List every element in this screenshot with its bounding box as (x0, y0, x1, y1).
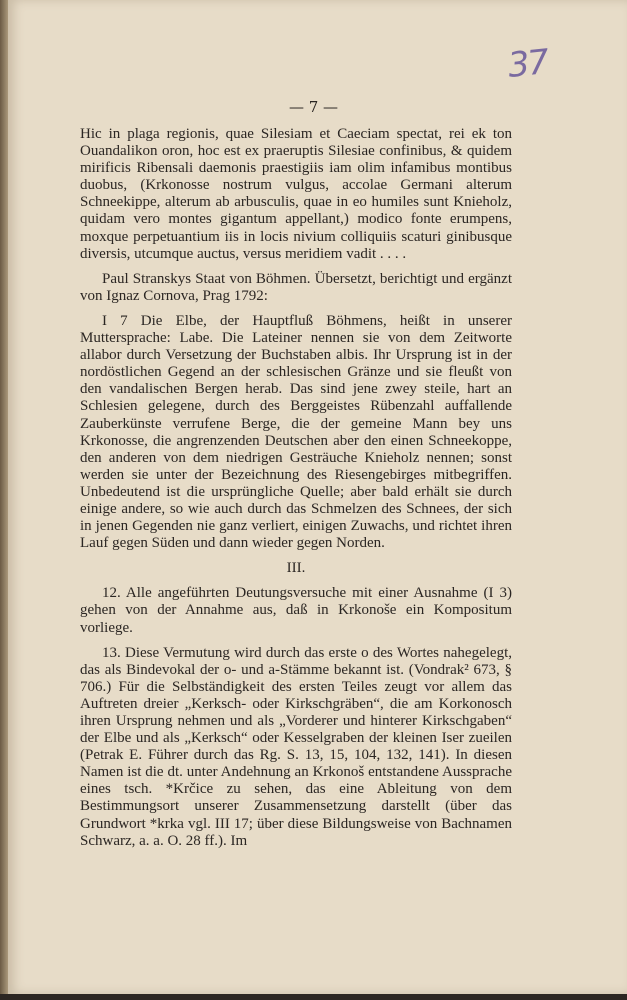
section-heading: III. (286, 560, 306, 577)
paragraph-elbe-description: I 7 Die Elbe, der Hauptfluß Böhmens, heißt in unserer Muttersprache: Labe. Die Lateiner nennen sie von dem Zeitworte allabor durch Versetzung der Buchstaben albis. Ihr Ursprung ist in der nordöstlichen Gegend an der schlesischen Gränze und sie fleußt von den vandalischen Bergen herab. Das sind jene zwey steile, hart an Schlesien gelegene, durch des Berggeistes Rübenzahl auffallende Zauberkünste verrufene Berge, die der gemeine Mann bey uns Krkonosse, die angrenzenden Deutschen aber den einen Schneekoppe, den anderen von dem niedrigen Gesträuche Knieholz nennen; sonst werden sie unter der Bezeichnung des Riesengebirges mitbegriffen. Unbedeutend ist die ursprüngliche Quelle; aber bald erhält sie durch einige andere, so wie auch durch das Schmelzen des Schnees, der sich in jenen Gegenden nie ganz verliert, einigen Zuwachs, und richtet ihren Lauf gegen Süden und dann wieder gegen Norden. (80, 312, 512, 552)
page-bottom-edge (0, 994, 627, 1000)
paragraph-source-citation: Paul Stranskys Staat von Böhmen. Übersetzt, berichtigt und ergänzt von Ignaz Cornova, Prag 1792: (80, 270, 512, 304)
document-body (80, 126, 512, 850)
handwritten-page-number: 37 (506, 42, 550, 86)
paragraph-13: 13. Diese Vermutung wird durch das erste o des Wortes nahegelegt, das als Bindevokal der o- und a-Stämme bekannt ist. (Vondrak² 673, § 706.) Für die Selbständigkeit des ersten Teiles zeugt vor allem das Auftreten dreier „Kerksch- oder Kirkschgräben“, die am Korkonosch ihren Ursprung nehmen und als „Vorderer und hinterer Kirkschgaben“ der Elbe und als „Kerksch“ oder Kesselgraben der kleinen Iser zueilen (Petrak E. Führer durch das Rg. S. 13, 15, 104, 132, 141). In diesen Namen ist die dt. unter Andehnung an Krkonoš entstandene Aussprache eines tsch. *Krčice zu sehen, das eine Ableitung von dem Bestimmungsort unserer Zusammensetzung darstellt (über das Grundwort *krka vgl. III 17; über diese Bildungsweise von Bachnamen Schwarz, a. a. O. 28 ff.). Im (80, 644, 512, 849)
page-number: — 7 — (288, 98, 339, 116)
paragraph-12: 12. Alle angeführten Deutungsversuche mit einer Ausnahme (I 3) gehen von der Annahme aus, daß in Krkonoše ein Kompositum vorliege. (80, 585, 512, 636)
paragraph-latin-quote: Hic in plaga regionis, quae Silesiam et Caeciam spectat, rei ek ton Ouandalikon oron, hoc est ex praeruptis Silesiae confinibus, & quidem mirificis Ribensali daemonis praestigiis iam olim infamibus montibus duobus, (Krkonosse nostrum vulgus, accolae Germani alterum Schneekippe, alterum ab arbusculis, quae in eo humiles sunt Knieholz, quidam vero montes gigantum appellant,) modico fonte erumpens, moxque perpetuantium iis in locis nivium colliquiis scaturi ginibusque diversis, utcumque auctus, versus meridiem vadit . . . . (80, 126, 512, 262)
